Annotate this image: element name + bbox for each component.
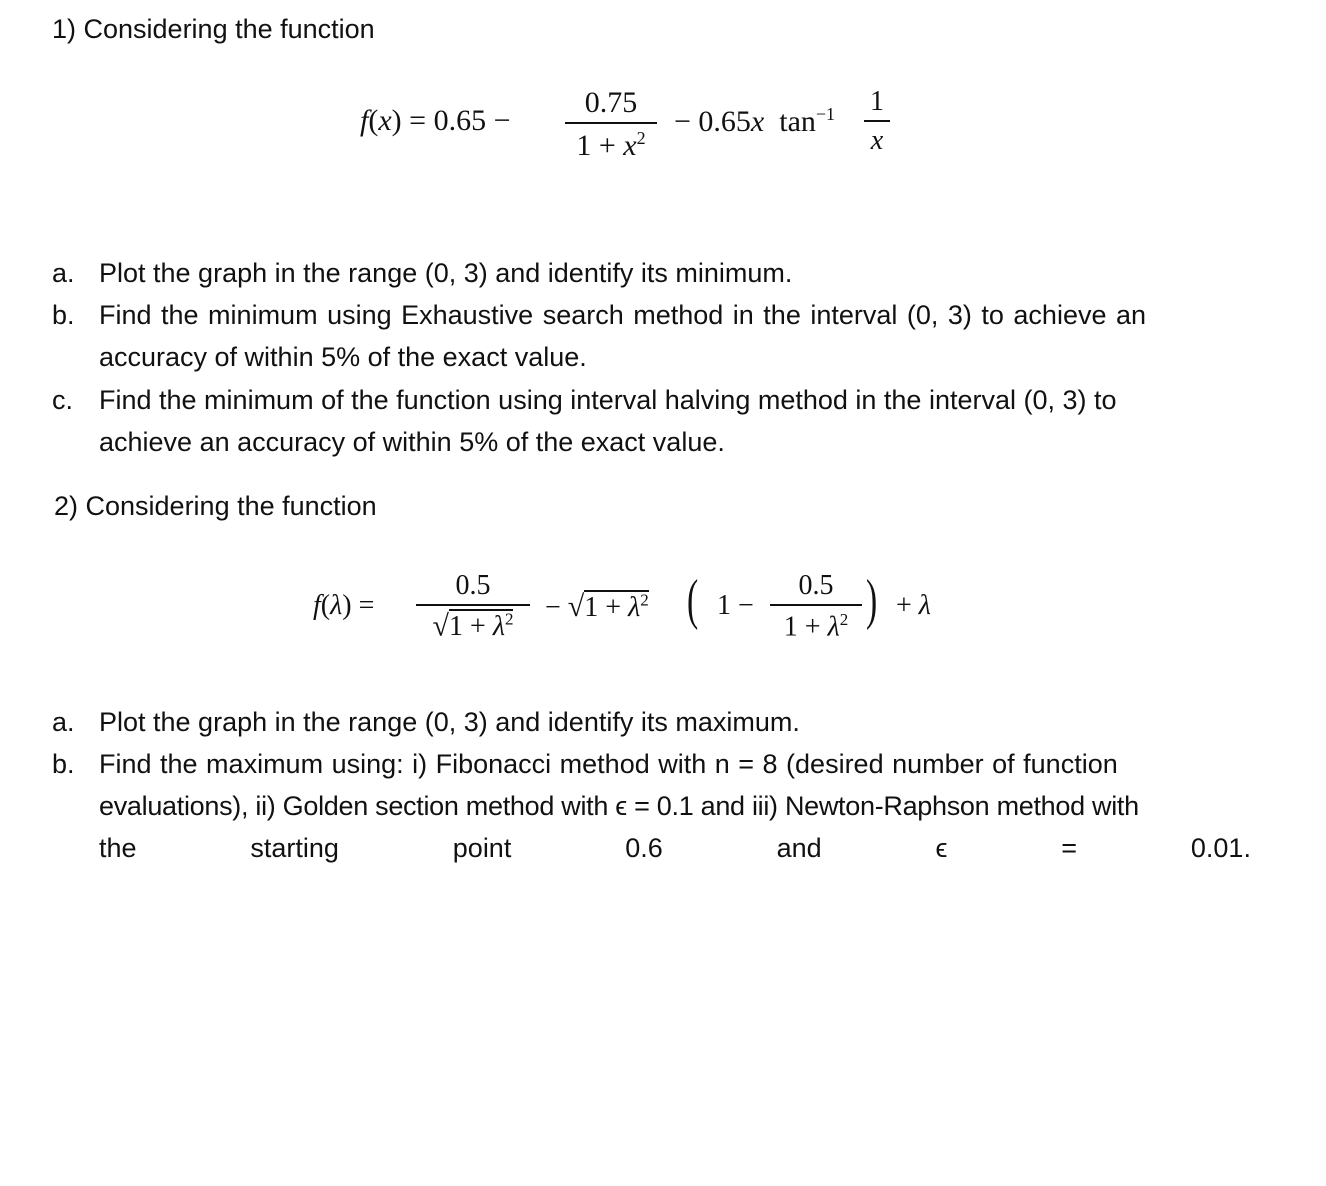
q1-item-c-line2: achieve an accuracy of within 5% of the exact value. xyxy=(99,427,725,457)
q2-item-b-line3 xyxy=(99,827,1251,869)
q2-frac2-numerator: 0.5 xyxy=(798,570,834,601)
q1-item-c-line1: Find the minimum of the function using interval halving method in the interval (0, 3) to xyxy=(99,385,1117,415)
q2-formula-lhs: f(λ) = xyxy=(313,590,375,621)
q1-item-a-marker: a. xyxy=(52,258,75,288)
word: 0.01. xyxy=(1190,833,1251,863)
fraction-bar xyxy=(864,120,890,122)
q1-fraction-1 xyxy=(565,88,657,161)
fraction-bar xyxy=(416,604,530,606)
fraction-bar xyxy=(770,604,862,606)
q2-paren-open: ( xyxy=(687,569,699,631)
q2-paren-close: ) xyxy=(866,569,878,631)
fraction-bar xyxy=(565,122,657,124)
q1-fraction-2 xyxy=(864,88,890,155)
q2-fraction-1 xyxy=(416,572,530,641)
q1-heading: 1) Considering the function xyxy=(52,14,375,44)
q1-item-c-marker: c. xyxy=(52,385,74,415)
q2-heading: 2) Considering the function xyxy=(54,491,377,521)
q2-one-minus: 1 − xyxy=(717,590,754,621)
q1-frac2-denominator: x xyxy=(870,125,884,156)
word: = xyxy=(1061,833,1078,863)
q1-item-a-text: Plot the graph in the range (0, 3) and identify its minimum. xyxy=(99,258,793,288)
word: starting xyxy=(250,833,339,863)
q1-item-b-line2: accuracy of within 5% of the exact value. xyxy=(99,342,587,372)
word: point xyxy=(452,833,512,863)
q1-frac1-numerator: 0.75 xyxy=(584,86,638,119)
q2-formula-mid: − $√1 + \lambda^2$ xyxy=(545,590,649,623)
word: ϵ xyxy=(935,833,948,863)
q1-frac1-denominator: $1 + x^2$ xyxy=(576,128,646,162)
word: the xyxy=(99,833,137,863)
q2-frac2-denominator: $1 + \lambda^2$ xyxy=(783,610,849,643)
q2-item-b-line2: evaluations), ii) Golden section method with ϵ = 0.1 and iii) Newton-Raphson method with xyxy=(99,791,1139,821)
word: 0.6 xyxy=(625,833,663,863)
q1-frac2-numerator: 1 xyxy=(870,86,884,117)
q2-item-a-text: Plot the graph in the range (0, 3) and identify its maximum. xyxy=(99,707,800,737)
q1-item-b-line1: Find the minimum using Exhaustive search method in the interval (0, 3) to achieve an xyxy=(99,300,1147,330)
word: and xyxy=(776,833,822,863)
q1-item-b-marker: b. xyxy=(52,300,75,330)
q1-formula-mid: − 0.65x $\tan^{-1}$ xyxy=(674,104,836,138)
q2-tail: + λ xyxy=(896,590,931,621)
q2-item-b-line1: Find the maximum using: i) Fibonacci method with n = 8 (desired number of function xyxy=(99,749,1118,779)
q2-frac1-numerator: 0.5 xyxy=(455,570,491,601)
q2-frac1-denominator: $√1 + \lambda^2$ xyxy=(432,609,514,643)
q1-formula-lhs: f(x) = 0.65 − xyxy=(360,104,511,137)
q2-fraction-2 xyxy=(770,572,862,641)
q2-item-a-marker: a. xyxy=(52,707,75,737)
q2-item-b-marker: b. xyxy=(52,749,75,779)
